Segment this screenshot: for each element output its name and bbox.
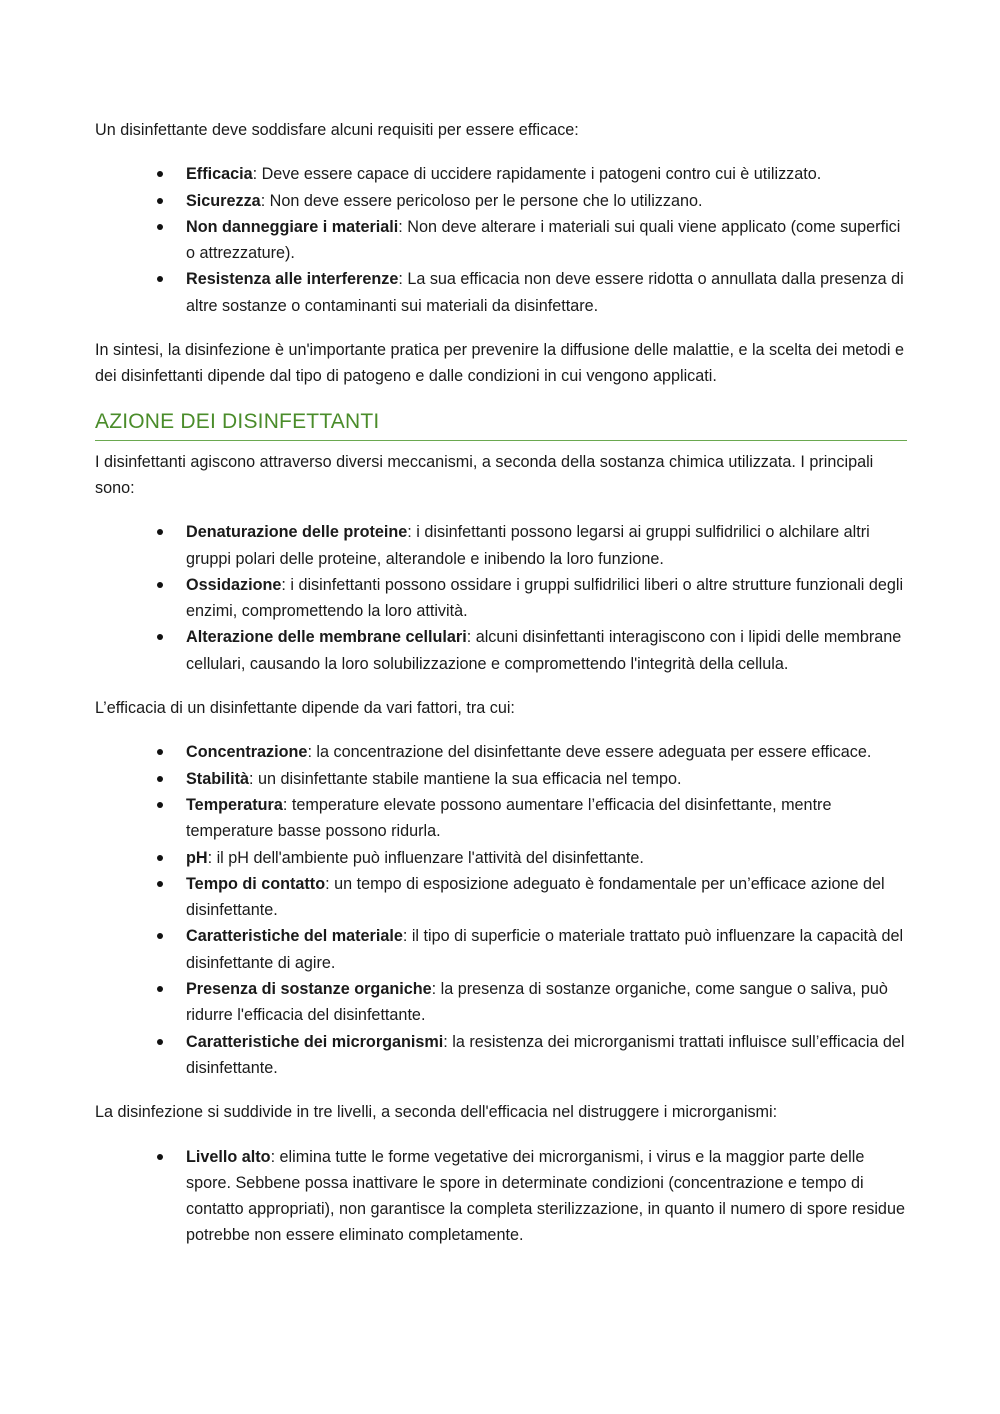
- list-item: [95, 871, 907, 924]
- list-item-term: Livello alto: [186, 1147, 271, 1166]
- intro-mechanisms: I disinfettanti agiscono attraverso diversi meccanismi, a seconda della sostanza chimica utilizzata. I principali sono:: [95, 452, 874, 497]
- list-item: [95, 624, 907, 677]
- list-item-text: : la resistenza dei microrganismi trattati influisce sull’efficacia del disinfettante.: [186, 1032, 905, 1077]
- intro-requirements: Un disinfettante deve soddisfare alcuni requisiti per essere efficace:: [95, 121, 579, 139]
- list-item-text: : La sua efficacia non deve essere ridotta o annullata dalla presenza di altre sostanze o contaminanti sui materiali da disinfettare.: [186, 270, 904, 315]
- list-item-term: Denaturazione delle proteine: [186, 523, 408, 542]
- intro-levels: La disinfezione si suddivide in tre livelli, a seconda dell'efficacia nel distruggere i microrganismi:: [95, 1103, 778, 1122]
- list-item-text: : un tempo di esposizione adeguato è fondamentale per un’efficace azione del disinfettante.: [186, 874, 885, 920]
- list-item-term: Caratteristiche dei microrganismi: [186, 1032, 444, 1051]
- list-item: [95, 1029, 907, 1082]
- list-item-text: : alcuni disinfettanti interagiscono con i lipidi delle membrane cellulari, causando la loro solubilizzazione e compromettendo l'integrità della cellula.: [186, 628, 902, 673]
- requirements-list: [95, 161, 907, 319]
- list-item: [95, 739, 907, 765]
- list-item-text: : la concentrazione del disinfettante deve essere adeguata per essere efficace.: [307, 743, 872, 762]
- list-item-text: : il tipo di superficie o materiale trattato può influenzare la capacità del disinfettante di agire.: [186, 927, 904, 972]
- list-item: [95, 214, 907, 267]
- list-item-term: Presenza di sostanze organiche: [186, 980, 432, 999]
- list-item-text: : la presenza di sostanze organiche, come sangue o saliva, può ridurre l'efficacia del disinfettante.: [186, 980, 888, 1025]
- list-item: [95, 976, 907, 1029]
- factors-list: [95, 739, 907, 1081]
- list-item-text: : Non deve essere pericoloso per le persone che lo utilizzano.: [260, 191, 703, 210]
- list-item-text: : Deve essere capace di uccidere rapidamente i patogeni contro cui è utilizzato.: [252, 165, 822, 184]
- list-item: [95, 519, 907, 572]
- list-item: [95, 845, 907, 871]
- list-item-term: Temperatura: [186, 795, 283, 814]
- list-item-term: Ossidazione: [186, 575, 282, 594]
- list-item-term: Efficacia: [186, 165, 253, 184]
- list-item-text: : Non deve alterare i materiali sui quali viene applicato (come superfici o attrezzature).: [186, 217, 901, 263]
- list-item-text: : il pH dell'ambiente può influenzare l'attività del disinfettante.: [207, 848, 644, 867]
- list-item: [95, 766, 907, 792]
- list-item: [95, 1144, 907, 1249]
- list-item: [95, 161, 907, 187]
- section-heading: AZIONE DEI DISINFETTANTI: [95, 408, 907, 441]
- list-item-term: Tempo di contatto: [186, 874, 326, 893]
- levels-list: [95, 1144, 907, 1249]
- list-item-term: Caratteristiche del materiale: [186, 927, 403, 946]
- list-item: [95, 266, 907, 319]
- list-item-text: : un disinfettante stabile mantiene la sua efficacia nel tempo.: [248, 769, 682, 788]
- list-item-text: : temperature elevate possono aumentare l’efficacia del disinfettante, mentre temperature basse possono ridurla.: [186, 795, 832, 841]
- list-item-term: Concentrazione: [186, 743, 308, 762]
- summary-paragraph: In sintesi, la disinfezione è un'importante pratica per prevenire la diffusione delle malattie, e la scelta dei metodi e dei disinfettanti dipende dal tipo di patogeno e dalle condizioni in cui vengono applicati.: [95, 341, 905, 386]
- list-item-term: pH: [186, 848, 208, 867]
- list-item-text: : i disinfettanti possono ossidare i gruppi sulfidrilici liberi o altre strutture funzionali degli enzimi, compromettendo la loro attività.: [186, 575, 904, 621]
- list-item-text: : i disinfettanti possono legarsi ai gruppi sulfidrilici o alchilare altri gruppi polari delle proteine, alterandole e inibendo la loro funzione.: [186, 523, 870, 568]
- list-item-term: Stabilità: [186, 769, 249, 788]
- mechanisms-list: [95, 519, 907, 677]
- list-item-term: Resistenza alle interferenze: [186, 270, 399, 289]
- list-item-term: Non danneggiare i materiali: [186, 217, 399, 236]
- list-item: [95, 792, 907, 845]
- list-item: [95, 923, 907, 976]
- intro-factors: L’efficacia di un disinfettante dipende da vari fattori, tra cui:: [95, 699, 515, 718]
- list-item: [95, 188, 907, 214]
- list-item-term: Sicurezza: [186, 191, 261, 210]
- list-item-term: Alterazione delle membrane cellulari: [186, 628, 467, 647]
- list-item-text: : elimina tutte le forme vegetative dei microrganismi, i virus e la maggior parte delle spore. Sebbene possa inattivare le spore in determinate condizioni (concentrazione e tempo di contatto appropriati), non garantisce la completa sterilizzazione, in quanto il numero di spore residue potrebbe non essere eliminato completamente.: [186, 1147, 905, 1245]
- list-item: [95, 572, 907, 625]
